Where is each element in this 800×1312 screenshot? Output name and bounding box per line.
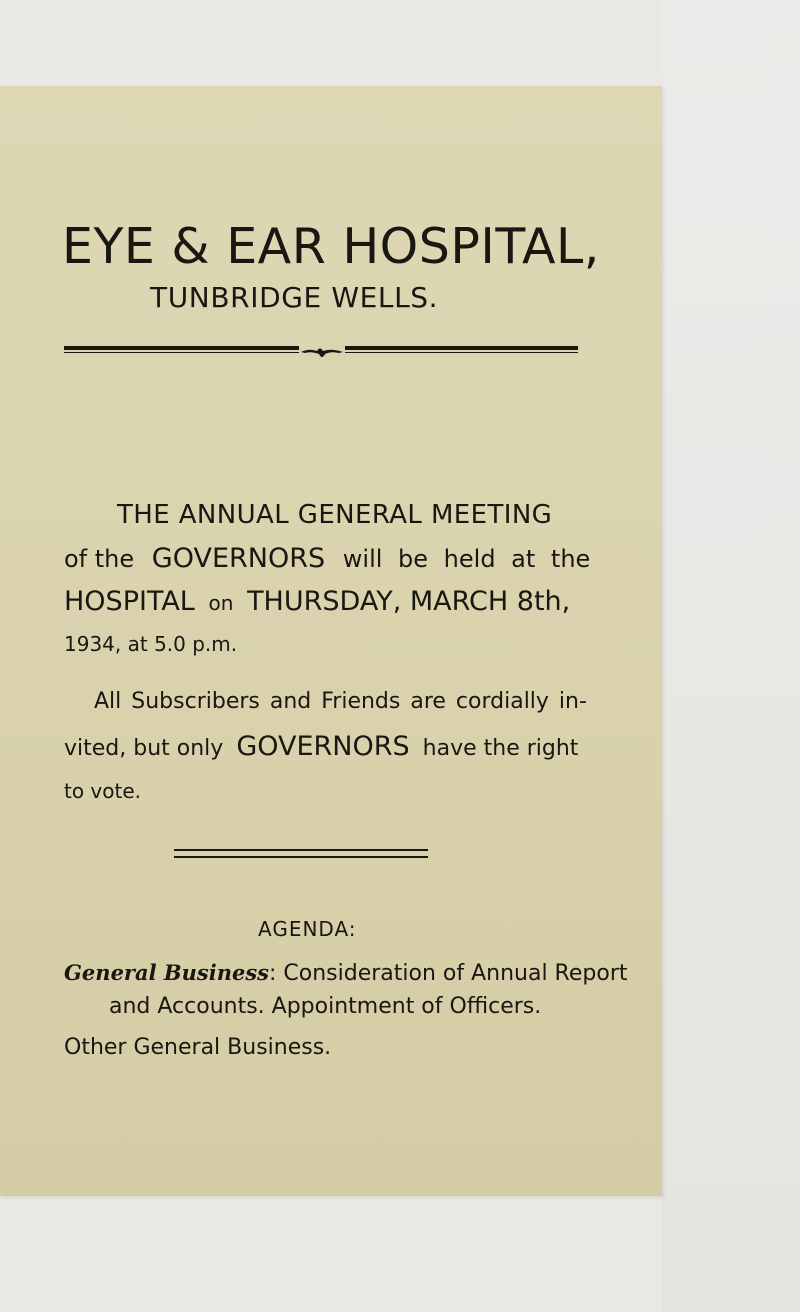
hospital-text: HOSPITAL [64, 586, 195, 617]
agenda-heading: AGENDA: [258, 917, 357, 941]
agenda-item-1 [64, 962, 627, 985]
agenda-item-2: Other General Business. [64, 1035, 332, 1060]
governors-text: GOVERNORS [151, 543, 326, 574]
agenda-item-1-text: : Consideration of Annual Report [268, 961, 628, 986]
double-rule-top [174, 849, 428, 851]
page-title: EYE & EAR HOSPITAL, [62, 218, 600, 275]
invite-line-1: All Subscribers and Friends are cordially in- [94, 689, 587, 714]
invite-line-2a: vited, but only [64, 736, 224, 761]
invite-line-3: to vote. [64, 779, 142, 803]
notice-line-3 [64, 588, 570, 615]
notice-line-2c: will be held at the [342, 545, 591, 573]
meeting-date: THURSDAY, MARCH 8th, [247, 586, 571, 617]
notice-line-2a: of the [64, 545, 135, 573]
notice-line-1: THE ANNUAL GENERAL MEETING [117, 500, 553, 530]
invite-line-2c: have the right [422, 736, 579, 761]
governors-text-2: GOVERNORS [236, 731, 410, 762]
notice-line-2 [64, 545, 590, 572]
on-text: on [208, 591, 234, 615]
double-rule-bottom [174, 856, 428, 858]
agenda-item-1-cont: and Accounts. Appointment of Officers. [109, 994, 542, 1019]
meeting-time: 1934, at 5.0 p.m. [64, 632, 238, 656]
ornament-icon [299, 345, 345, 361]
background-margin [662, 0, 800, 1312]
page-subtitle: TUNBRIDGE WELLS. [150, 281, 439, 314]
invite-line-2 [64, 733, 578, 760]
agenda-item-1-label: General Business [64, 960, 269, 985]
